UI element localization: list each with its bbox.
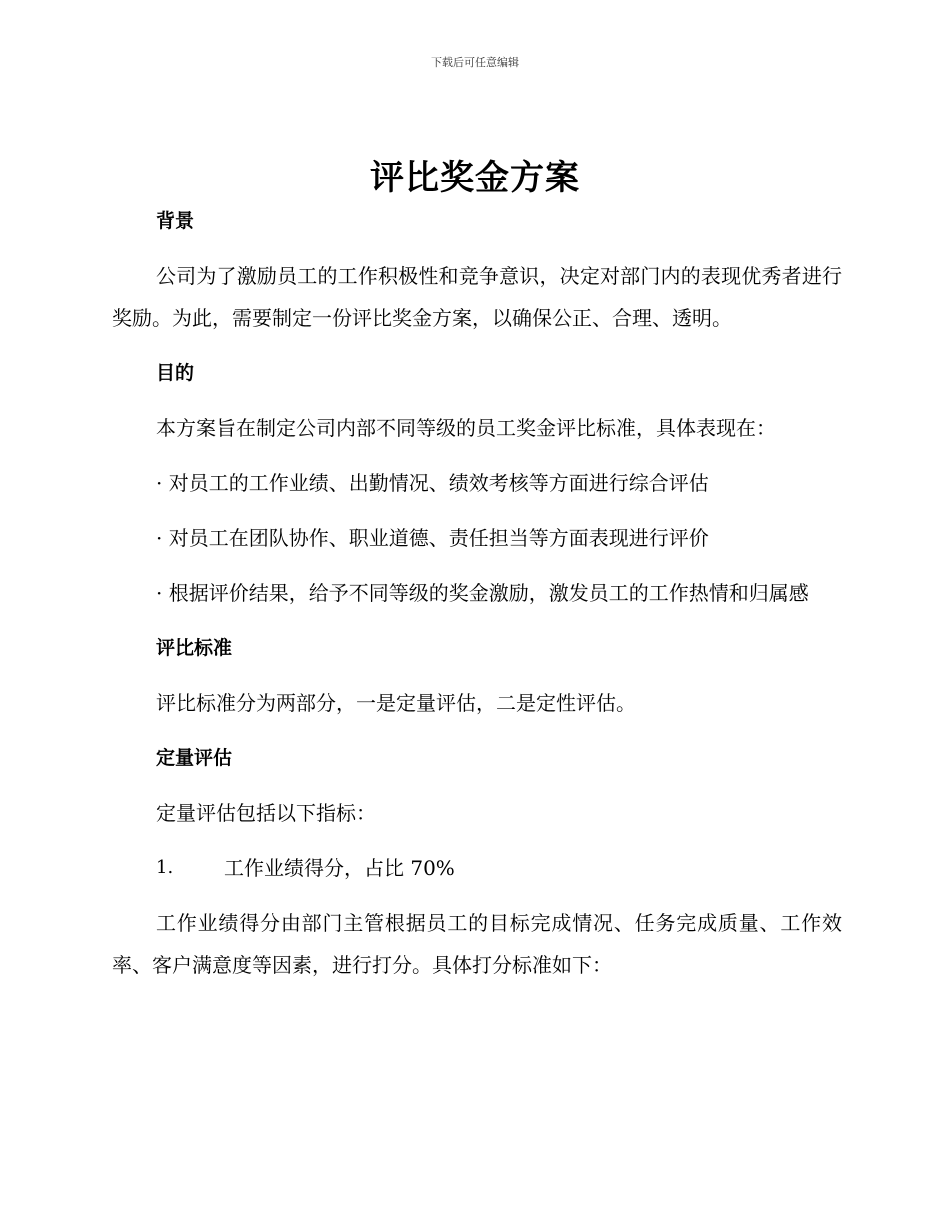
list-item-number: 1. [156,857,174,878]
purpose-intro: 本方案旨在制定公司内部不同等级的员工奖金评比标准，具体表现在： [156,416,776,440]
purpose-bullet-2: · 对员工在团队协作、职业道德、责任担当等方面表现进行评价 [156,526,709,550]
background-paragraph: 公司为了激励员工的工作积极性和竞争意识，决定对部门内的表现优秀者进行奖励。为此，需要制定一份评比奖金方案，以确保公正、合理、透明。 [112,264,842,330]
document-title: 评比奖金方案 [370,158,580,198]
section-heading-criteria: 评比标准 [156,637,233,659]
header-note: 下载后可任意编辑 [431,56,519,69]
purpose-bullet-1: · 对员工的工作业绩、出勤情况、绩效考核等方面进行综合评估 [156,471,709,495]
criteria-paragraph: 评比标准分为两部分，一是定量评估，二是定性评估。 [156,691,636,715]
quantitative-intro: 定量评估包括以下指标： [156,801,376,825]
performance-score-paragraph: 工作业绩得分由部门主管根据员工的目标完成情况、任务完成质量、工作效率、客户满意度等因素，进行打分。具体打分标准如下： [112,911,842,977]
section-heading-purpose: 目的 [156,362,195,384]
list-item [112,847,842,889]
list-item-text: 工作业绩得分，占比 70% [224,856,455,880]
document-body [112,200,842,986]
section-heading-background: 背景 [156,210,195,232]
section-heading-quantitative: 定量评估 [156,747,233,769]
purpose-bullet-3: · 根据评价结果，给予不同等级的奖金激励，激发员工的工作热情和归属感 [156,581,809,605]
